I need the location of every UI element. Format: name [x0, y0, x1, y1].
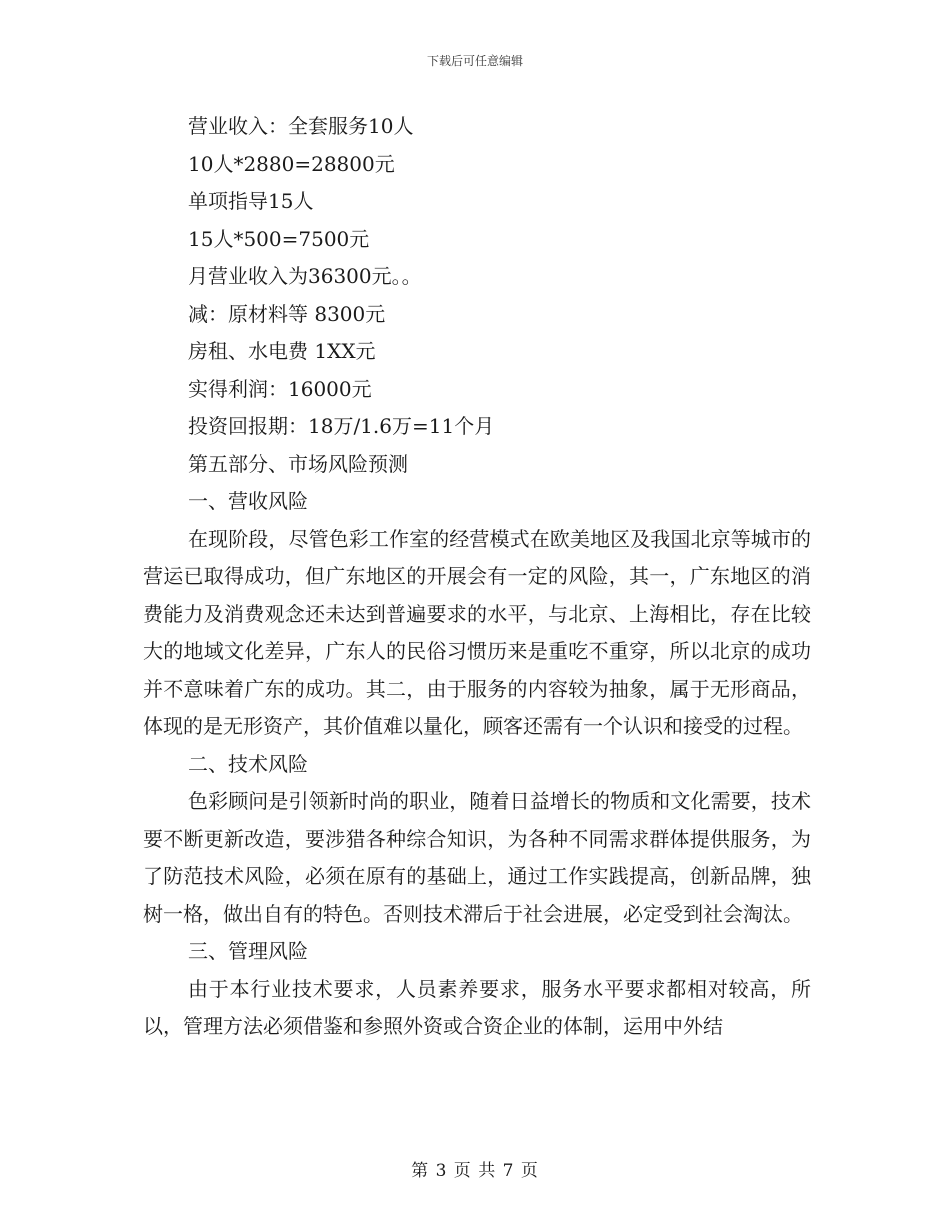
text-line: 15人*500=7500元	[188, 226, 370, 251]
section-paragraph: 由于本行业技术要求，人员素养要求，服务水平要求都相对较高，所以，管理方法必须借鉴和参照外资或合资企业的体制，运用中外结	[143, 976, 811, 1038]
part-heading: 第五部分、市场风险预测	[188, 451, 408, 476]
section-paragraph: 色彩顾问是引领新时尚的职业，随着日益增长的物质和文化需要，技术要不断更新改造，要涉猎各种综合知识，为各种不同需求群体提供服务，为了防范技术风险，必须在原有的基础上，通过工作实践提高，创新品牌，独树一格，做出自有的特色。否则技术滞后于社会进展，必定受到社会淘汰。	[143, 789, 811, 926]
section-heading: 一、营收风险	[188, 489, 308, 513]
page-header: 下载后可任意编辑	[426, 54, 523, 68]
text-line: 单项指导15人	[188, 189, 314, 213]
text-line: 投资回报期：18万/1.6万=11个月	[188, 414, 495, 438]
section-heading: 二、技术风险	[188, 751, 308, 776]
page-footer: 第 3 页 共 7 页	[411, 1161, 539, 1181]
text-line: 实得利润：16000元	[188, 376, 372, 401]
section-heading: 三、管理风险	[188, 939, 308, 963]
document-body	[143, 108, 811, 1046]
text-line: 营业收入：全套服务10人	[188, 114, 414, 138]
text-line: 减：原材料等 8300元	[188, 301, 386, 326]
text-line: 10人*2880=28800元	[188, 151, 395, 176]
text-line: 月营业收入为36300元。。	[188, 264, 422, 288]
section-paragraph: 在现阶段，尽管色彩工作室的经营模式在欧美地区及我国北京等城市的营运已取得成功，但广东地区的开展会有一定的风险，其一，广东地区的消费能力及消费观念还未达到普遍要求的水平，与北京、上海相比，存在比较大的地域文化差异，广东人的民俗习惯历来是重吃不重穿，所以北京的成功并不意味着广东的成功。其二，由于服务的内容较为抽象，属于无形商品，体现的是无形资产，其价值难以量化，顾客还需有一个认识和接受的过程。	[143, 526, 811, 738]
text-line: 房租、水电费 1XX元	[188, 339, 376, 363]
